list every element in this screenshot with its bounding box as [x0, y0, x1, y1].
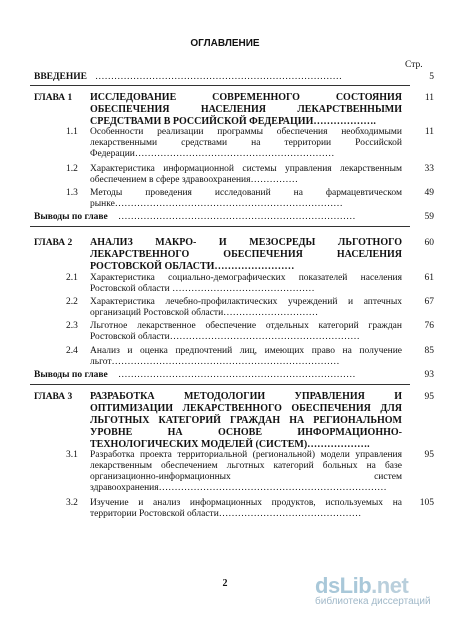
chapter1-label: ГЛАВА 1 [34, 93, 73, 103]
page-number: 2 [222, 578, 228, 589]
toc-item-text: Характеристика лечебно-профилактических учреждений и аптечных организаций Ростовской области………………………… [90, 297, 402, 318]
page-column-header: Стр. [405, 60, 423, 70]
toc-item-page: 67 [424, 297, 434, 307]
chapter1-conclusions-page: 59 [424, 212, 434, 222]
toc-item-text: Анализ и оценка предпочтений лиц, имеющих право на получение льгот……………………………………………………………… [90, 346, 402, 367]
toc-item-page: 95 [424, 450, 434, 460]
toc-item-page: 85 [424, 346, 434, 356]
chapter2-conclusions-label: Выводы по главе [34, 370, 108, 380]
toc-item-page: 61 [424, 273, 434, 283]
toc-item-text: Изучение и анализ информационных продуктов, используемых на территории Ростовской области……………………………………… [90, 498, 402, 519]
toc-item-text: Льготное лекарственное обеспечение отдельных категорий граждан Ростовской области…………………………………………………… [90, 321, 402, 342]
toc-item-number: 3.1 [66, 450, 78, 460]
toc-item-page: 11 [424, 127, 434, 137]
toc-item-page: 76 [424, 321, 434, 331]
divider [30, 384, 410, 385]
toc-item-number: 2.4 [66, 346, 78, 356]
intro-dots: …………………………………………………………………… [95, 72, 342, 82]
toc-item-number: 1.3 [66, 188, 78, 198]
watermark-logo-tld: .net [371, 573, 409, 598]
intro-page: 5 [429, 72, 434, 82]
toc-item-text: Характеристика информационной системы управления лекарственным обеспечением в сфере здравоохранения…………… [90, 164, 402, 185]
chapter2-page: 60 [424, 238, 434, 248]
toc-item-number: 2.1 [66, 273, 78, 283]
chapter3-title: РАЗРАБОТКА МЕТОДОЛОГИИ УПРАВЛЕНИЯ И ОПТИМИЗАЦИИ ЛЕКАРСТВЕННОГО ОБЕСПЕЧЕНИЯ ДЛЯ ЛЬГОТНЫХ КАТЕГОРИЙ ГРАЖДАН НА РЕГИОНАЛЬНОМ УРОВНЕ НА ОСНОВЕ ИНФОРМАЦИОННО-ТЕХНОЛОГИЧЕСКИХ МОДЕЛЕЙ (СИСТЕМ)………………. [90, 391, 402, 450]
toc-item-text: Методы проведения исследований на фармацевтическом рынке……………………………………………………………… [90, 188, 402, 209]
toc-item-number: 2.2 [66, 297, 78, 307]
watermark [315, 573, 445, 607]
chapter1-conclusions-dots: ………………………………………………………………… [118, 212, 356, 222]
chapter3-label: ГЛАВА 3 [34, 392, 73, 402]
toc-item-text: Разработка проекта территориальной (региональной) модели управления лекарственным обеспечением льготных категорий больных на базе организационно-информационных систем здравоохранения……………………………………………………………… [90, 450, 402, 493]
intro-label: ВВЕДЕНИЕ [34, 72, 87, 82]
toc-item-number: 3.2 [66, 498, 78, 508]
chapter3-page: 95 [424, 392, 434, 402]
chapter2-conclusions-page: 93 [424, 370, 434, 380]
toc-item-page: 33 [424, 164, 434, 174]
divider [30, 226, 410, 227]
toc-item-number: 2.3 [66, 321, 78, 331]
chapter2-conclusions-dots: ………………………………………………………………… [118, 370, 356, 380]
toc-item-text: Характеристика социально-демографических показателей населения Ростовской области ……………………………………… [90, 273, 402, 294]
chapter2-label: ГЛАВА 2 [34, 238, 73, 248]
chapter1-conclusions-label: Выводы по главе [34, 212, 108, 222]
chapter1-page: 11 [424, 93, 434, 103]
watermark-logo-main: dsLib [315, 573, 372, 598]
page-title: ОГЛАВЛЕНИЕ [190, 38, 260, 49]
chapter1-title: ИССЛЕДОВАНИЕ СОВРЕМЕННОГО СОСТОЯНИЯ ОБЕСПЕЧЕНИЯ НАСЕЛЕНИЯ ЛЕКАРСТВЕННЫМИ СРЕДСТВАМИ В РОССИЙСКОЙ ФЕДЕРАЦИИ………………. [90, 92, 402, 127]
chapter2-title: АНАЛИЗ МАКРО- И МЕЗОСРЕДЫ ЛЬГОТНОГО ЛЕКАРСТВЕННОГО ОБЕСПЕЧЕНИЯ НАСЕЛЕНИЯ РОСТОВСКОЙ ОБЛАСТИ…………………… [90, 237, 402, 272]
toc-item-text: Особенности реализации программы обеспечения необходимыми лекарственными средствами на территории Российской Федерации……………………………………………………… [90, 127, 402, 159]
watermark-subtitle: библиотека диссертаций [315, 596, 431, 607]
toc-item-page: 105 [419, 498, 434, 508]
toc-item-number: 1.1 [66, 127, 78, 137]
toc-item-number: 1.2 [66, 164, 78, 174]
toc-item-page: 49 [424, 188, 434, 198]
divider [30, 85, 410, 86]
